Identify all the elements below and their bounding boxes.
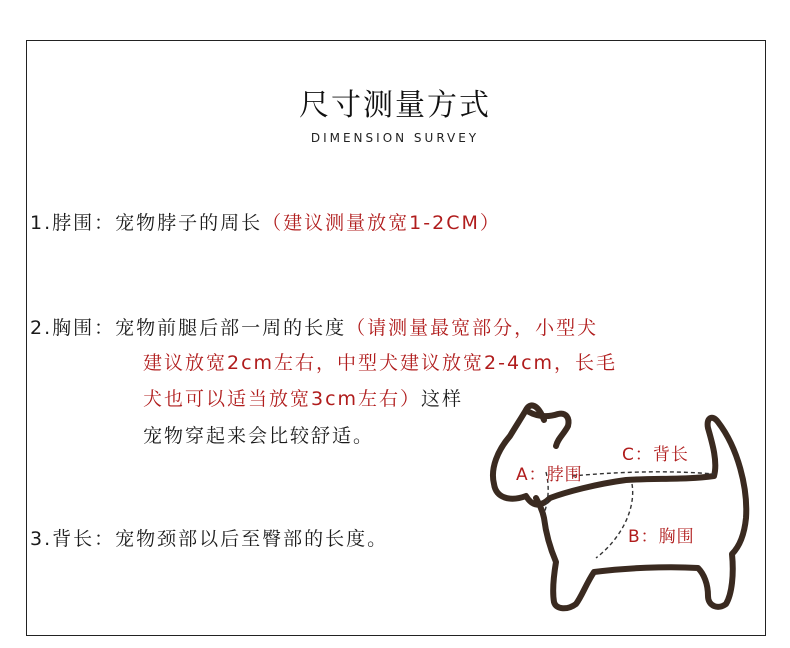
page-subtitle: DIMENSION SURVEY (310, 131, 480, 145)
label-b-chest: B：胸围 (628, 527, 695, 547)
dog-measurement-diagram (486, 398, 756, 618)
item-neck-note: （建议测量放宽1-2CM） (262, 212, 501, 234)
item-neck (30, 208, 501, 235)
item-chest-label: 2.胸围： (30, 317, 116, 339)
item-neck-label: 1.脖围： (30, 212, 116, 234)
item-chest-tail-2: 宠物穿起来会比较舒适。 (143, 425, 375, 447)
item-chest-text: 宠物前腿后部一周的长度 (115, 317, 347, 339)
item-chest-note-2: 建议放宽2cm左右，中型犬建议放宽2-4cm，长毛 (143, 352, 618, 374)
item-chest-tail-1: 这样 (421, 388, 464, 410)
dog-outline (493, 405, 746, 608)
item-back-text: 宠物颈部以后至臀部的长度。 (115, 528, 389, 550)
item-chest-note-3: 犬也可以适当放宽3cm左右） (143, 388, 422, 410)
page-title: 尺寸测量方式 (299, 88, 491, 123)
item-chest-line-3 (143, 384, 463, 411)
item-back (30, 524, 388, 551)
label-a-neck: A：脖围 (516, 465, 583, 485)
item-neck-text: 宠物脖子的周长 (115, 212, 263, 234)
item-back-label: 3.背长： (30, 528, 116, 550)
item-chest-note-1: （请测量最宽部分，小型犬 (346, 317, 599, 339)
item-chest (30, 313, 598, 340)
label-c-back: C：背长 (622, 445, 689, 465)
